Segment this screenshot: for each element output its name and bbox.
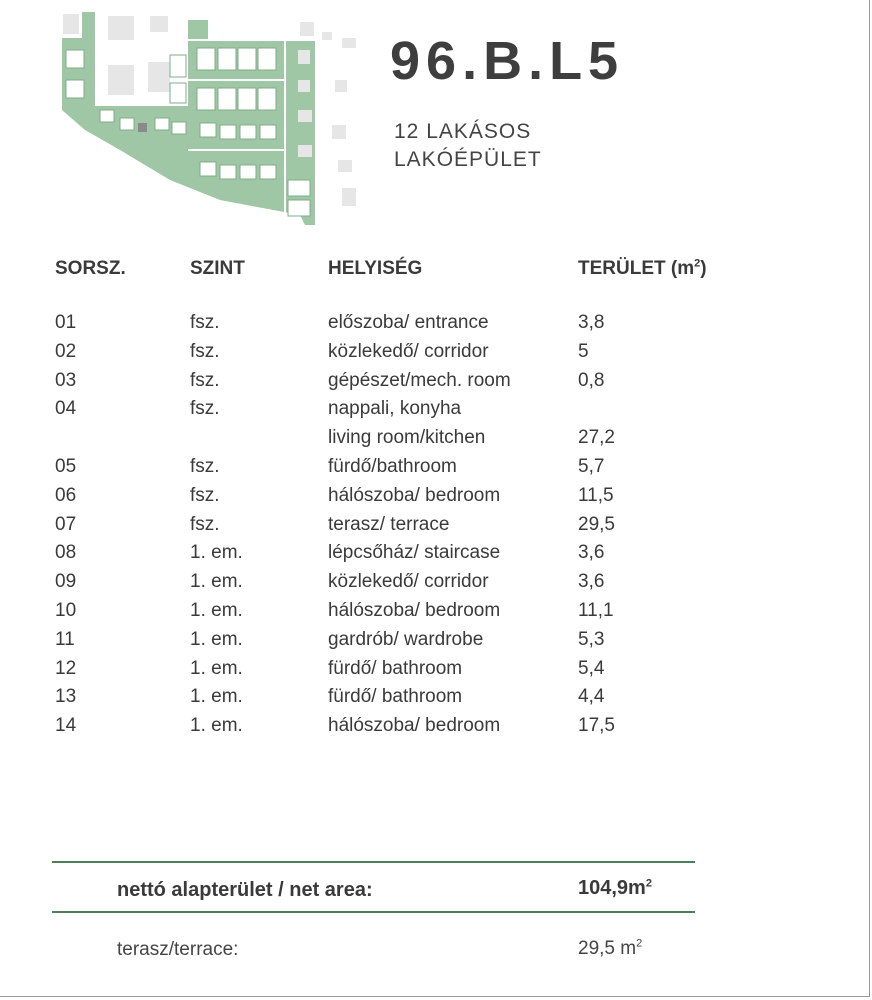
subtitle-line-2: LAKÓÉPÜLET (394, 148, 542, 171)
table-row (0, 540, 872, 569)
row-number: 03 (55, 369, 77, 391)
site-plan-image (60, 10, 360, 230)
row-number: 13 (55, 686, 77, 708)
terrace-unit-sup: 2 (636, 937, 643, 950)
row-area: 27,2 (578, 427, 615, 449)
net-area-value (578, 877, 652, 900)
row-room: hálószoba/ bedroom (328, 484, 501, 506)
row-area: 5 (578, 340, 589, 362)
row-area: 3,6 (578, 542, 605, 564)
row-number: 12 (55, 657, 77, 679)
table-row (0, 713, 872, 742)
row-number: 02 (55, 340, 77, 362)
row-area: 17,5 (578, 715, 615, 737)
row-number: 08 (55, 542, 77, 564)
row-room: terasz/ terrace (328, 513, 450, 535)
row-area: 5,4 (578, 657, 605, 679)
terrace-value (578, 938, 642, 960)
row-number: 14 (55, 715, 77, 737)
row-level: 1. em. (190, 571, 243, 593)
table-row (0, 656, 872, 685)
row-room: előszoba/ entrance (328, 312, 489, 333)
row-room: gardrób/ wardrobe (328, 628, 484, 650)
row-number: 10 (55, 599, 77, 621)
column-header-szint: SZINT (190, 258, 245, 279)
row-level: fsz. (190, 398, 220, 420)
row-area: 5,3 (578, 628, 605, 650)
row-number: 01 (55, 312, 77, 333)
subtitle-line-1: 12 LAKÁSOS (394, 120, 532, 143)
row-room: living room/kitchen (328, 427, 486, 449)
row-area: 11,5 (578, 484, 614, 506)
table-row (0, 368, 872, 397)
row-level: 1. em. (190, 657, 243, 679)
building-code-title: 96.B.L5 (390, 31, 625, 91)
row-room: fürdő/ bathroom (328, 686, 463, 708)
row-room: nappali, konyha (328, 398, 462, 420)
table-row (0, 310, 872, 339)
row-number: 04 (55, 398, 77, 420)
row-level: 1. em. (190, 715, 243, 737)
column-header-helyiseg: HELYISÉG (328, 258, 423, 279)
row-level: 1. em. (190, 628, 243, 650)
row-level: fsz. (190, 513, 220, 535)
row-room: fürdő/ bathroom (328, 657, 463, 679)
terulet-unit-sup: 2 (694, 257, 701, 270)
table-row (0, 627, 872, 656)
row-area: 3,6 (578, 571, 605, 593)
table-row (0, 512, 872, 541)
row-level: fsz. (190, 369, 220, 391)
table-row (0, 598, 872, 627)
row-level: fsz. (190, 484, 220, 506)
row-area: 29,5 (578, 513, 615, 535)
row-room: közlekedő/ corridor (328, 571, 489, 593)
row-number: 09 (55, 571, 77, 593)
net-area-number: 104,9m (578, 877, 646, 899)
row-number: 06 (55, 484, 77, 506)
row-area: 5,7 (578, 455, 605, 477)
table-row (0, 425, 872, 454)
summary-top-divider (52, 861, 695, 863)
row-number: 11 (55, 628, 75, 650)
room-table (0, 310, 872, 742)
table-row (0, 339, 872, 368)
terrace-label: terasz/terrace: (117, 939, 239, 960)
table-row (0, 684, 872, 713)
table-row (0, 396, 872, 425)
row-level: fsz. (190, 312, 220, 333)
row-level: 1. em. (190, 686, 243, 708)
row-number: 07 (55, 513, 77, 535)
row-room: hálószoba/ bedroom (328, 599, 501, 621)
row-area: 3,8 (578, 312, 605, 333)
row-area: 0,8 (578, 369, 605, 391)
row-room: hálószoba/ bedroom (328, 715, 501, 737)
column-header-terulet (578, 258, 707, 280)
table-row (0, 483, 872, 512)
terulet-close: ) (700, 258, 707, 279)
net-area-unit-sup: 2 (645, 877, 652, 890)
row-room: fürdő/bathroom (328, 455, 457, 477)
row-room: lépcsőház/ staircase (328, 542, 501, 564)
row-room: közlekedő/ corridor (328, 340, 489, 362)
row-level: 1. em. (190, 542, 243, 564)
row-area: 4,4 (578, 686, 605, 708)
net-area-label: nettó alapterület / net area: (117, 879, 373, 901)
table-row (0, 454, 872, 483)
row-room: gépészet/mech. room (328, 369, 511, 391)
summary-bottom-divider (52, 911, 695, 913)
table-row (0, 569, 872, 598)
terrace-number: 29,5 m (578, 938, 637, 959)
row-area: 11,1 (578, 599, 614, 621)
column-header-sorsz: SORSZ. (55, 258, 126, 279)
terulet-label: TERÜLET (m (578, 258, 695, 279)
row-level: 1. em. (190, 599, 243, 621)
row-number: 05 (55, 455, 77, 477)
building-subtitle (394, 118, 542, 174)
row-level: fsz. (190, 455, 220, 477)
row-level: fsz. (190, 340, 220, 362)
